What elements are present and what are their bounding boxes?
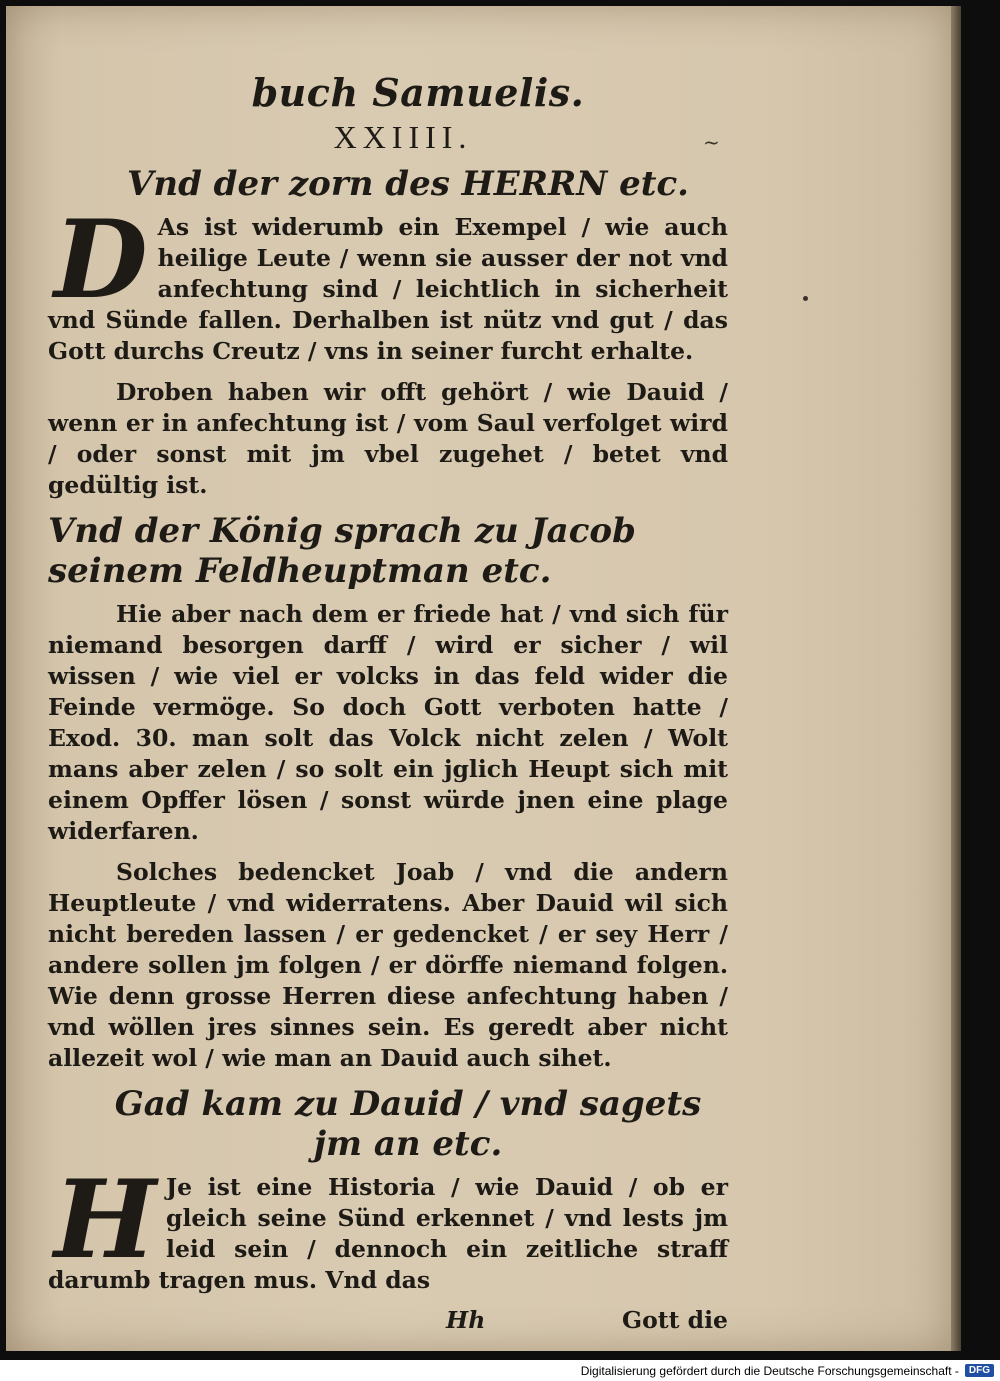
paragraph-2: Droben haben wir offt gehört / wie Dauid / wenn er in anfechtung ist / vom Saul verfolget wird / oder sonst mit jm vbel zugehet / betet vnd gedültig ist.	[48, 378, 728, 499]
dfg-logo: DFG	[965, 1364, 994, 1377]
footer-text: Digitalisierung gefördert durch die Deutsche Forschungsgemeinschaft -	[580, 1363, 959, 1378]
drop-cap-h: H	[54, 1157, 157, 1283]
digitization-footer	[0, 1360, 1000, 1381]
page-footer-line	[48, 1306, 728, 1338]
running-head: buch Samuelis.	[251, 70, 585, 115]
section-heading-3: Gad kam zu Dauid / vnd sagets jm an etc.	[114, 1084, 702, 1164]
paragraph-1-text: As ist widerumb ein Exempel / wie auch heilige Leute / wenn sie ausser der not vnd anfechtung sind / leichtlich in sicherheit vnd Sünde fallen. Derhalben ist nütz vnd gut / das Gott durchs Creutz / vns in seiner furcht erhalte.	[48, 213, 728, 365]
section-heading-1: Vnd der zorn des HERRN etc.	[126, 164, 690, 204]
paragraph-1	[48, 197, 728, 367]
ink-mark: ~	[703, 130, 720, 154]
paragraph-5-text: Je ist eine Historia / wie Dauid / ob er gleich seine Sünd erkennet / vnd lests jm leid sein / dennoch ein zeitliche straff darumb tragen mus. Vnd das	[48, 1173, 728, 1294]
section-heading-2: Vnd der König sprach zu Jacob seinem Feldheuptman etc.	[48, 511, 636, 591]
chapter-number: XXIIII.	[333, 119, 473, 155]
catchword: Gott die	[622, 1306, 728, 1334]
signature-mark: Hh	[446, 1306, 486, 1334]
paragraph-3: Hie aber nach dem er friede hat / vnd sich für niemand besorgen darff / wird er sicher / wil wissen / wie viel er volcks in das feld wider die Feinde vermöge. So doch Gott verboten hatte / Exod. 30. man solt das Volck nicht zelen / Wolt mans aber zelen / so solt ein jglich Heupt sich mit einem Opffer lösen / sonst würde jnen eine plage widerfaren.	[48, 600, 728, 845]
page-edge	[951, 6, 961, 1351]
paragraph-4: Solches bedencket Joab / vnd die andern Heuptleute / vnd widerratens. Aber Dauid wil sich nicht bereden lassen / er gedencket / er sey Herr / andere sollen jm folgen / er dörffe niemand folgen. Wie denn grosse Herren diese anfechtung haben / vnd wöllen jres sinnes sein. Es geredt aber nicht allezeit wol / wie man an Dauid auch sihet.	[48, 858, 728, 1072]
ink-dot	[803, 296, 808, 301]
drop-cap-d: D	[54, 197, 148, 323]
paragraph-5	[48, 1157, 728, 1296]
text-block	[48, 70, 728, 1338]
